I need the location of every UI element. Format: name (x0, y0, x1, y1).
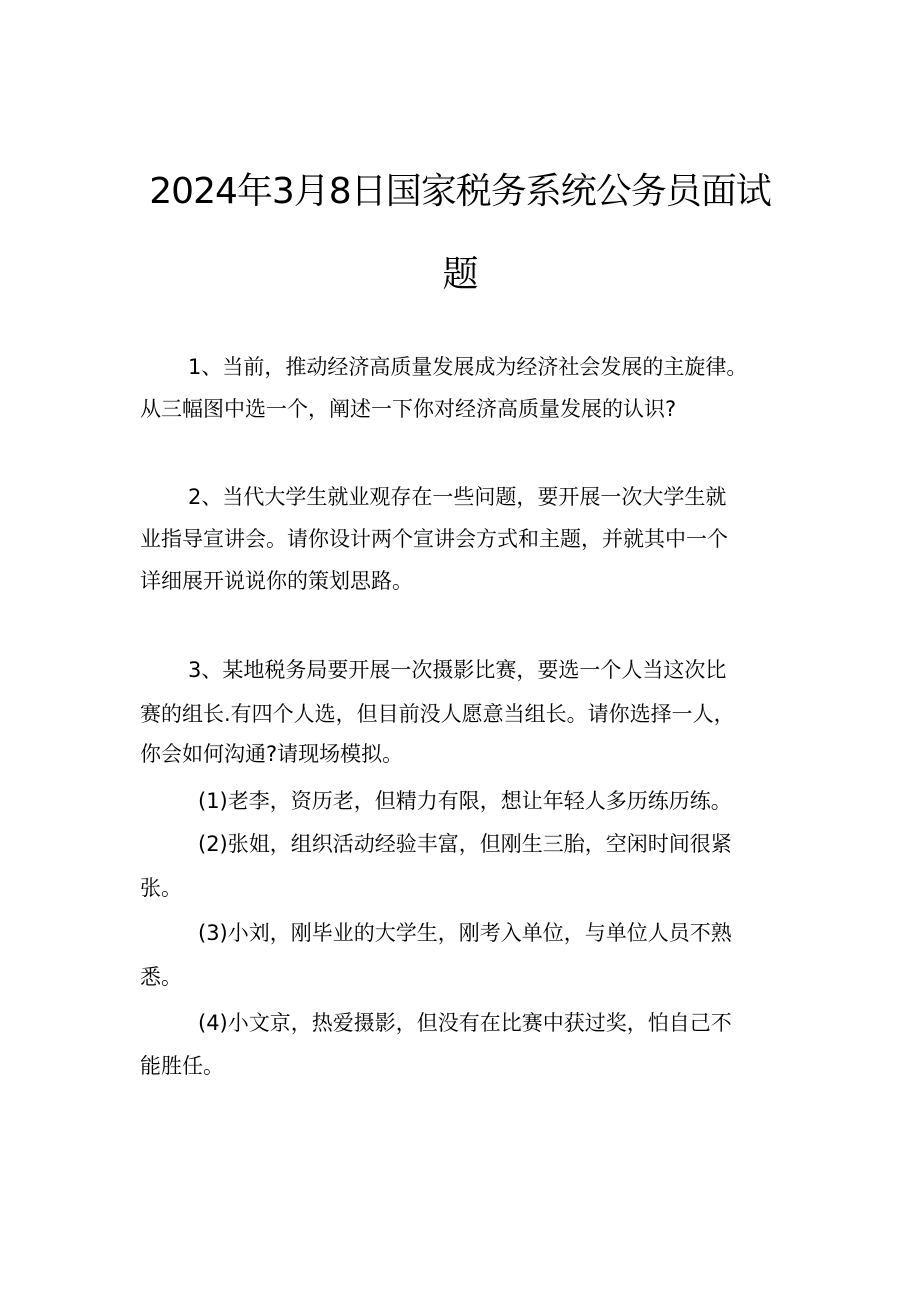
option-3-line-2: 悉。 (140, 965, 182, 989)
question-2-line-3: 详细展开说说你的策划思路。 (140, 569, 413, 593)
option-3-line-1: (3)小刘，刚毕业的大学生，刚考入单位，与单位人员不熟 (198, 921, 732, 945)
page-title-line-1: 2024年3月8日国家税务系统公务员面试 (149, 171, 771, 212)
option-2-line-2: 张。 (140, 876, 182, 900)
question-2-line-1: 2、当代大学生就业观存在一些问题，要开展一次大学生就 (188, 485, 727, 509)
option-1-line-1: (1)老李，资历老，但精力有限，想让年轻人多历练历练。 (198, 789, 732, 813)
question-3-line-3: 你会如何沟通?请现场模拟。 (140, 742, 404, 766)
option-4-line-2: 能胜任。 (140, 1054, 224, 1078)
option-2-line-1: (2)张姐，组织活动经验丰富，但刚生三胎，空闲时间很紧 (198, 832, 732, 856)
question-3-line-2: 赛的组长.有四个人选，但目前没人愿意当组长。请你选择一人， (140, 702, 735, 726)
question-3-line-1: 3、某地税务局要开展一次摄影比赛，要选一个人当这次比 (188, 658, 727, 682)
question-2-line-2: 业指导宣讲会。请你设计两个宣讲会方式和主题，并就其中一个 (140, 527, 728, 551)
question-1-line-1: 1、当前，推动经济高质量发展成为经济社会发展的主旋律。 (188, 355, 748, 379)
page-title-line-2: 题 (442, 254, 478, 295)
option-4-line-1: (4)小文京，热爱摄影，但没有在比赛中获过奖，怕自己不 (198, 1011, 732, 1035)
question-1-line-2: 从三幅图中选一个，阐述一下你对经济高质量发展的认识? (140, 397, 677, 421)
